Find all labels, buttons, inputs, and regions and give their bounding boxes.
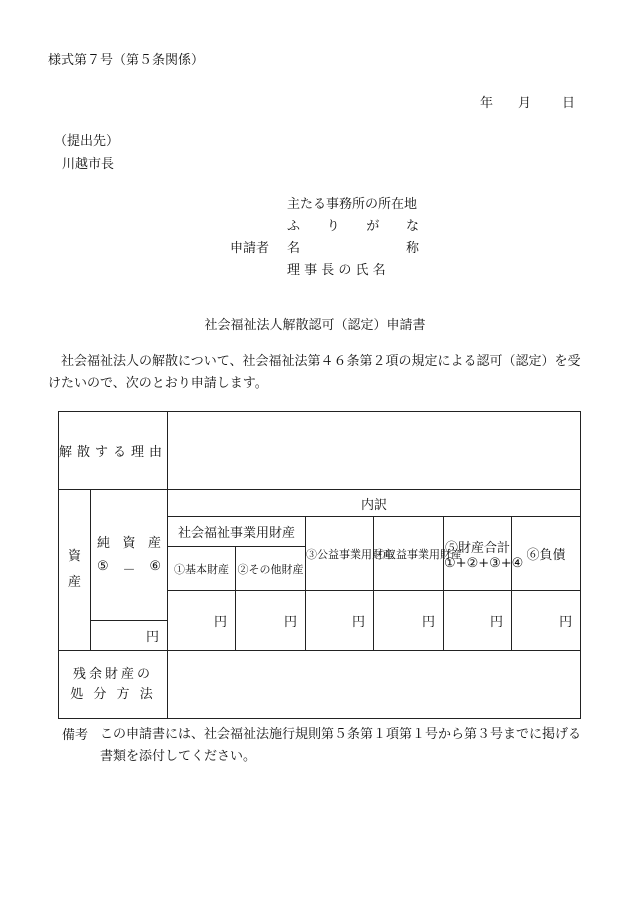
total-assets-header: ⑤財産合計 ①+②+③+④ — [444, 517, 512, 591]
net-assets-label: 純 資 産 ⑤ － ⑥ — [91, 490, 168, 621]
other-assets-value[interactable]: 円 — [236, 591, 306, 651]
furigana-char: な — [405, 219, 419, 234]
date-month: 月 — [518, 96, 532, 111]
furigana-char: り — [326, 219, 340, 234]
liabilities-value[interactable]: 円 — [512, 591, 581, 651]
furigana-char: ふ — [287, 219, 301, 234]
reason-field[interactable] — [168, 412, 581, 490]
total-assets-value[interactable]: 円 — [444, 591, 512, 651]
residual-assets-field[interactable] — [168, 651, 581, 719]
date-line — [480, 92, 582, 111]
submit-to-label: （提出先） — [54, 134, 120, 149]
corporation-name-label — [287, 237, 419, 256]
furigana-char: が — [366, 219, 380, 234]
public-assets-value[interactable]: 円 — [306, 591, 374, 651]
note-label: 備考 — [62, 728, 89, 743]
assets-label: 資 産 — [59, 490, 91, 651]
date-year: 年 — [480, 96, 494, 111]
application-statement: 社会福祉法人の解散について、社会福祉法第４６条第２項の規定による認可（認定）を受けたいので、次のとおり申請します。 — [48, 354, 581, 391]
other-assets-header: ②その他財産 — [236, 547, 306, 591]
furigana-label — [287, 215, 419, 234]
residual-assets-label: 残余財産の 処 分 方 法 — [59, 651, 168, 719]
document-title: 社会福祉法人解散認可（認定）申請書 — [204, 318, 426, 333]
submit-to-recipient: 川越市長 — [62, 157, 115, 172]
public-assets-header: ③公益事業用財産 — [306, 517, 374, 591]
name-char: 称 — [405, 241, 419, 256]
profit-assets-header: ④収益事業用財産 — [374, 517, 444, 591]
director-name-label: 理 事 長 の 氏 名 — [287, 263, 386, 278]
form-number: 様式第７号（第５条関係） — [48, 53, 205, 68]
date-day: 日 — [562, 96, 576, 111]
applicant-label: 申請者 — [230, 241, 270, 256]
office-location-label: 主たる事務所の所在地 — [287, 197, 418, 212]
breakdown-label: 内訳 — [168, 490, 581, 517]
liabilities-header: ⑥負債 — [512, 517, 581, 591]
note-text: この申請書には、社会福祉法施行規則第５条第１項第１号から第３号までに掲げる書類を添付してください。 — [100, 727, 582, 764]
profit-assets-value[interactable]: 円 — [374, 591, 444, 651]
welfare-assets-label: 社会福祉事業用財産 — [168, 517, 306, 547]
name-char: 名 — [287, 241, 301, 256]
reason-label: 解散する理由 — [59, 412, 168, 490]
basic-assets-header: ①基本財産 — [168, 547, 236, 591]
dissolution-table — [58, 411, 581, 719]
net-assets-value[interactable]: 円 — [91, 621, 168, 651]
basic-assets-value[interactable]: 円 — [168, 591, 236, 651]
